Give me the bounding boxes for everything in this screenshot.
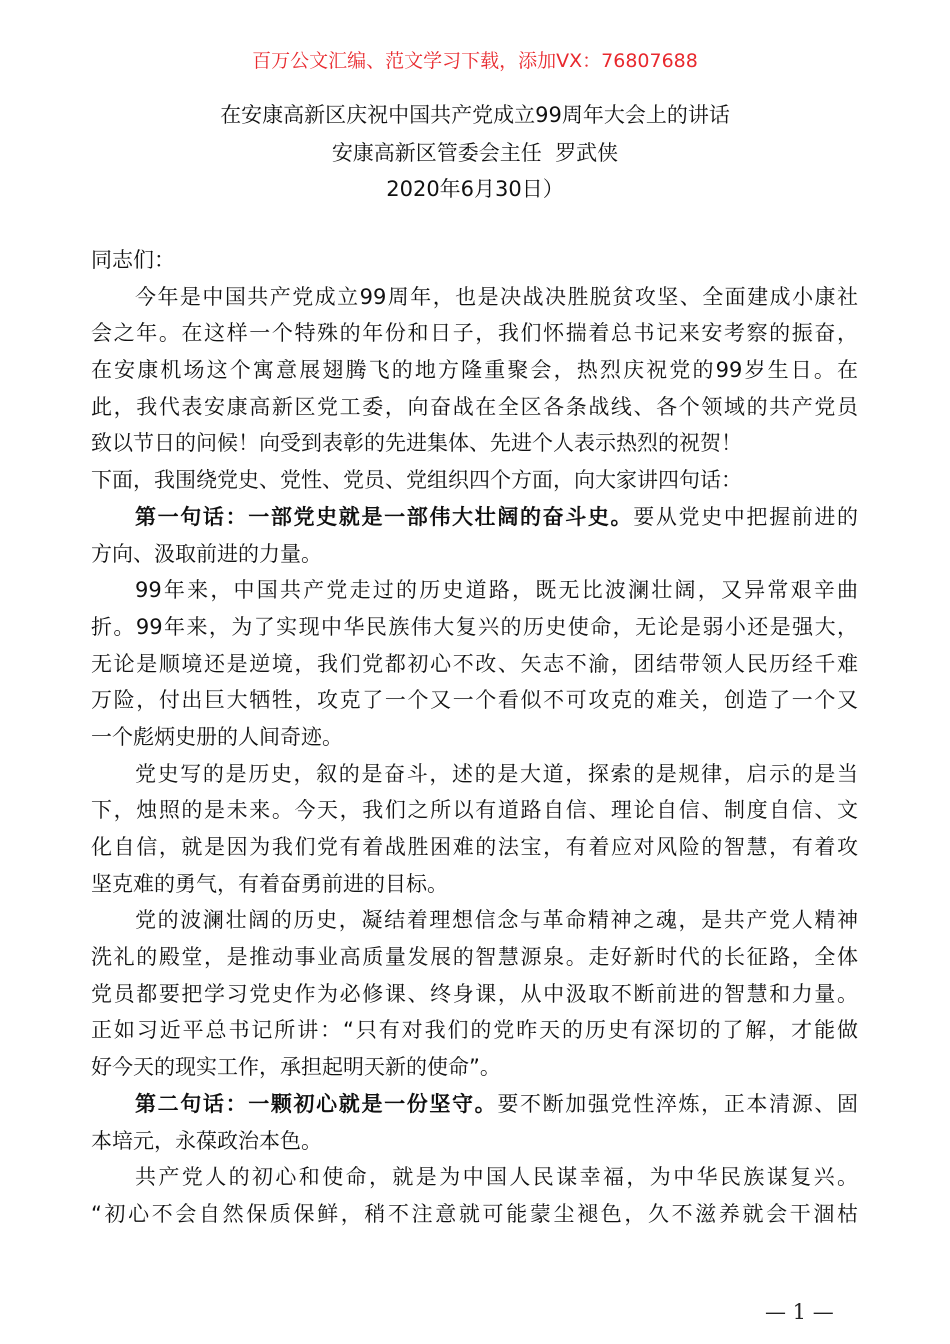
line-text: “初心不会自然保质保鲜，稍不注意就可能蒙尘褪色，久不滋养就会干涸枯	[91, 1201, 858, 1226]
text-line	[91, 829, 858, 866]
text-line	[91, 462, 858, 499]
line-text: 化自信，就是因为我们党有着战胜困难的法宝，有着应对风险的智慧，有着攻	[91, 835, 858, 859]
line-text: 好今天的现实工作，承担起明天新的使命”。	[91, 1055, 501, 1080]
section-heading: 第一句话：一部党史就是一部伟大壮阔的奋斗史。	[135, 504, 634, 529]
text-line	[91, 389, 858, 426]
text-line	[91, 902, 858, 939]
line-text: 坚克难的勇气，有着奋勇前进的目标。	[91, 871, 448, 896]
line-text: 万险，付出巨大牺牲，攻克了一个又一个看似不可攻克的难关，创造了一个又	[91, 688, 858, 713]
text-line	[91, 719, 858, 756]
text-line	[91, 1159, 858, 1196]
line-text: 洗礼的殿堂，是推动事业高质量发展的智慧源泉。走好新时代的长征路，全体	[91, 945, 858, 970]
text-line	[91, 609, 858, 646]
section-heading: 第二句话：一颗初心就是一份坚守。	[135, 1091, 498, 1116]
line-text: 同志们：	[91, 248, 175, 272]
date-line: 2020年6月30日）	[386, 177, 564, 201]
text-line	[91, 425, 858, 462]
line-text: 一个彪炳史册的人间奇迹。	[91, 724, 343, 749]
paragraph	[91, 572, 858, 755]
text-line	[91, 646, 858, 683]
text-line	[91, 1196, 858, 1233]
text-line	[91, 315, 858, 352]
line-text: 致以节日的问候！向受到表彰的先进集体、先进个人表示热烈的祝贺！	[91, 431, 742, 456]
text-line	[91, 536, 858, 573]
text-line	[91, 1012, 858, 1049]
paragraph	[91, 499, 858, 572]
watermark-banner: 百万公文汇编、范文学习下载，添加VX：76807688	[252, 50, 698, 72]
page-number: — 1 —	[765, 1300, 834, 1324]
document-body	[91, 242, 858, 1233]
text-line	[91, 682, 858, 719]
speaker-line: 安康高新区管委会主任 罗武侠	[331, 141, 619, 165]
text-line	[91, 352, 858, 389]
paragraph	[91, 902, 858, 1085]
line-text: 要不断加强党性淬炼，正本清源、固	[497, 1091, 858, 1116]
paragraph	[91, 462, 858, 499]
line-text: 此，我代表安康高新区党工委，向奋战在全区各条战线、各个领域的共产党员	[91, 394, 858, 419]
line-text: 会之年。在这样一个特殊的年份和日子，我们怀揣着总书记来安考察的振奋，	[91, 321, 858, 346]
text-line	[91, 279, 858, 316]
line-text: 正如习近平总书记所讲：“只有对我们的党昨天的历史有深切的了解，才能做	[91, 1018, 858, 1043]
line-text: 共产党人的初心和使命，就是为中国人民谋幸福，为中华民族谋复兴。	[135, 1165, 858, 1190]
text-line	[91, 572, 858, 609]
line-text: 在安康机场这个寓意展翅腾飞的地方隆重聚会，热烈庆祝党的99岁生日。在	[91, 358, 858, 383]
paragraph	[91, 1086, 858, 1159]
line-text: 党史写的是历史，叙的是奋斗，述的是大道，探索的是规律，启示的是当	[135, 761, 858, 786]
paragraph	[91, 1159, 858, 1232]
text-line	[91, 1086, 858, 1123]
text-line	[91, 756, 858, 793]
paragraph	[91, 279, 858, 462]
line-text: 党员都要把学习党史作为必修课、终身课，从中汲取不断前进的智慧和力量。	[91, 981, 858, 1006]
line-text: 方向、汲取前进的力量。	[91, 541, 322, 566]
line-text: 党的波澜壮阔的历史，凝结着理想信念与革命精神之魂，是共产党人精神	[135, 908, 858, 933]
text-line	[91, 1049, 858, 1086]
line-text: 本培元，永葆政治本色。	[91, 1128, 322, 1153]
text-line	[91, 792, 858, 829]
line-text: 99年来，中国共产党走过的历史道路，既无比波澜壮阔，又异常艰辛曲	[135, 578, 858, 603]
line-text: 折。99年来，为了实现中华民族伟大复兴的历史使命，无论是弱小还是强大，	[91, 614, 858, 639]
text-line	[91, 939, 858, 976]
line-text: 下面，我围绕党史、党性、党员、党组织四个方面，向大家讲四句话：	[91, 468, 742, 493]
paragraph	[91, 242, 858, 279]
text-line	[91, 866, 858, 903]
document-title: 在安康高新区庆祝中国共产党成立99周年大会上的讲话	[220, 103, 730, 127]
paragraph	[91, 756, 858, 903]
text-line	[91, 499, 858, 536]
line-text: 要从党史中把握前进的	[633, 504, 858, 529]
line-text: 无论是顺境还是逆境，我们党都初心不改、矢志不渝，团结带领人民历经千难	[91, 651, 858, 676]
text-line	[91, 976, 858, 1013]
line-text: 下，烛照的是未来。今天，我们之所以有道路自信、理论自信、制度自信、文	[91, 798, 858, 823]
text-line	[91, 1123, 858, 1160]
line-text: 今年是中国共产党成立99周年，也是决战决胜脱贫攻坚、全面建成小康社	[135, 284, 858, 309]
text-line	[91, 242, 858, 279]
